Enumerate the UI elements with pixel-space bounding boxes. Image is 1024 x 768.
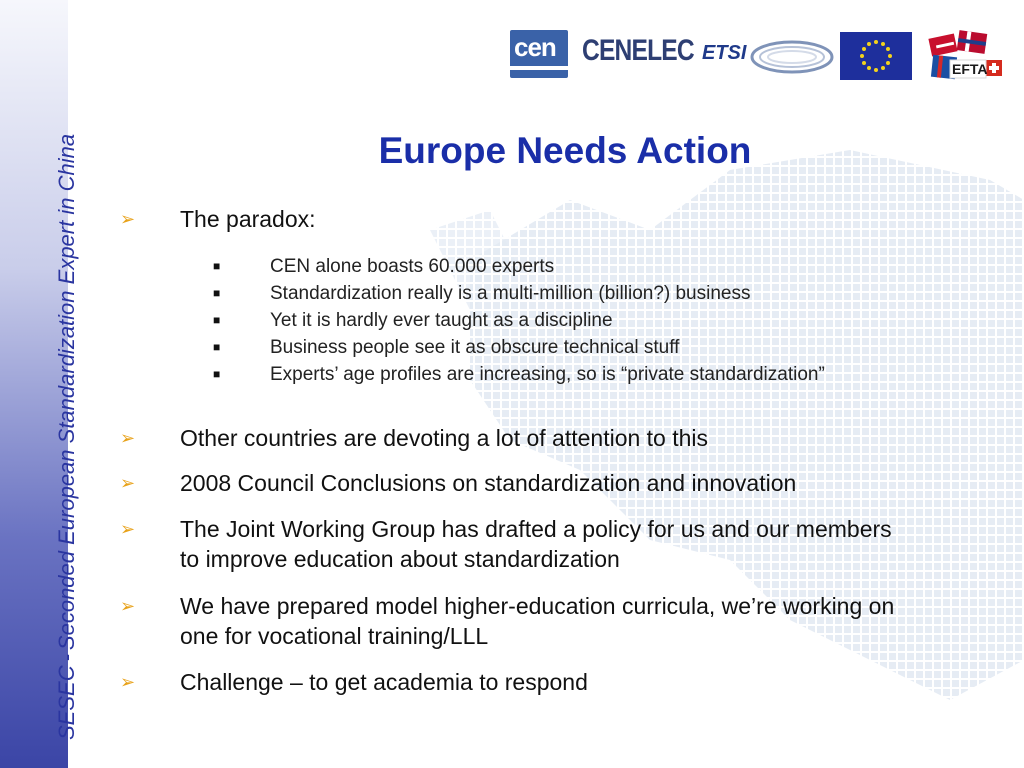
etsi-logo	[702, 36, 840, 78]
square-bullet-icon: ■	[213, 367, 221, 381]
main-point: 2008 Council Conclusions on standardization and innovation	[180, 470, 797, 496]
cenelec-logo: CENELEC	[582, 34, 694, 67]
sub-point: Experts’ age profiles are increasing, so is “private standardization”	[270, 364, 825, 385]
square-bullet-icon: ■	[213, 259, 221, 273]
sub-point: Standardization really is a multi-million (billion?) business	[270, 283, 751, 304]
main-point-continuation: one for vocational training/LLL	[180, 623, 489, 649]
main-point: Challenge – to get academia to respond	[180, 669, 588, 695]
etsi-logo-text: ETSI	[702, 42, 747, 64]
sub-point: Yet it is hardly ever taught as a discipline	[270, 310, 613, 331]
side-separator: -	[54, 654, 79, 662]
cen-logo-text: cen	[514, 32, 556, 62]
side-subtitle: Seconded European Standardization Expert in China	[54, 133, 79, 651]
side-caption	[54, 134, 80, 740]
main-point-continuation: to improve education about standardization	[180, 546, 620, 572]
efta-logo	[928, 30, 1004, 82]
main-point: Other countries are devoting a lot of attention to this	[180, 425, 709, 451]
sub-point: CEN alone boasts 60.000 experts	[270, 256, 555, 277]
main-point: We have prepared model higher-education curricula, we’re working on	[180, 593, 895, 619]
arrow-bullet-icon: ➢	[120, 672, 136, 692]
slide-title: Europe Needs Action	[378, 130, 752, 171]
arrow-bullet-icon: ➢	[120, 519, 136, 539]
arrow-bullet-icon: ➢	[120, 428, 136, 448]
square-bullet-icon: ■	[213, 313, 221, 327]
eu-flag-logo	[840, 32, 912, 80]
cen-logo	[510, 30, 568, 78]
arrow-bullet-icon: ➢	[120, 473, 136, 493]
intro-point: The paradox:	[180, 206, 316, 232]
efta-logo-text: EFTA	[952, 61, 988, 77]
side-org: SESEC	[54, 665, 79, 740]
main-point: The Joint Working Group has drafted a policy for us and our members	[180, 516, 892, 542]
arrow-bullet-icon: ➢	[120, 596, 136, 616]
arrow-bullet-icon: ➢	[120, 209, 136, 229]
square-bullet-icon: ■	[213, 340, 221, 354]
sub-point: Business people see it as obscure technical stuff	[270, 337, 680, 358]
square-bullet-icon: ■	[213, 286, 221, 300]
